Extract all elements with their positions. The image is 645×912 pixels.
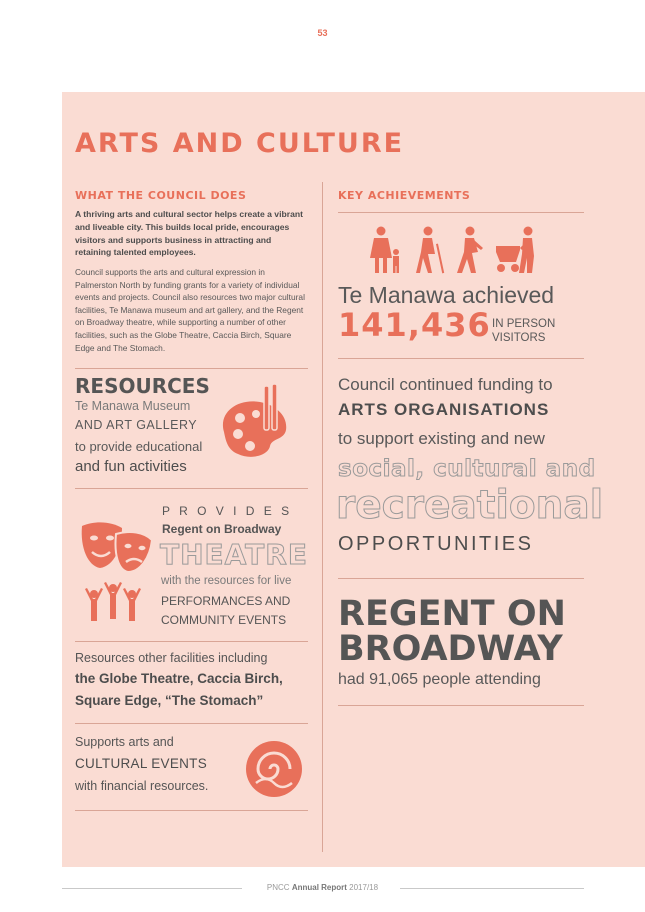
theatre-masks-icon [78, 518, 160, 574]
divider [75, 368, 308, 369]
manawa-visitor-count: 141,436 [338, 306, 491, 344]
page-number: 53 [317, 28, 328, 38]
paint-palette-icon [216, 384, 306, 464]
events-line3: with financial resources. [75, 779, 209, 793]
footer-year: 2017/18 [349, 883, 379, 892]
page-title: ARTS AND CULTURE [75, 128, 405, 159]
regent-line2: BROADWAY [338, 629, 563, 669]
divider [338, 212, 584, 213]
divider [75, 723, 308, 724]
intro-body-text: Council supports the arts and cultural expression in Palmerston North by funding grants for a variety of individual events and projects. Council also resources two major cultural facilities, Te Manawa museum and art gallery, and the Regent on Broadway theatre, while supporting a number of other facilities, such as the Globe Theatre, Caccia Birch, Square Edge and The Stomach. [75, 267, 305, 353]
theatre-outline-text: THEATRE [160, 538, 308, 571]
divider [75, 810, 308, 811]
people-cheering-icon [84, 581, 142, 623]
regent-line1: REGENT ON [338, 594, 566, 634]
footer-org: PNCC [266, 883, 290, 892]
theatre-line3: COMMUNITY EVENTS [161, 613, 287, 627]
what-council-does-heading: WHAT THE COUNCIL DOES [75, 189, 247, 202]
footer-report: Annual Report [291, 883, 347, 892]
resources-line1: Te Manawa Museum [75, 399, 191, 413]
manawa-label1: IN PERSON [492, 318, 556, 330]
divider [338, 705, 584, 706]
regent-attendance: had 91,065 people attending [338, 671, 541, 688]
column-divider [322, 182, 323, 852]
resources-line2: AND ART GALLERY [75, 418, 198, 432]
resources-heading: RESOURCES [75, 374, 210, 398]
koru-icon [244, 739, 304, 799]
funding-line5: recreational [336, 483, 604, 528]
funding-line3: to support existing and new [338, 429, 545, 448]
visitors-icon [370, 226, 550, 276]
key-achievements-heading: KEY ACHIEVEMENTS [338, 189, 471, 202]
resources-line4: and fun activities [75, 458, 187, 475]
events-line2: CULTURAL EVENTS [75, 756, 208, 771]
theatre-line2: PERFORMANCES AND [161, 594, 291, 608]
funding-line6: OPPORTUNITIES [338, 533, 534, 555]
divider [338, 578, 584, 579]
events-line1: Supports arts and [75, 735, 174, 749]
facilities-line2: the Globe Theatre, Caccia Birch, [75, 671, 283, 686]
regent-name: Regent on Broadway [162, 522, 282, 536]
divider [75, 488, 308, 489]
divider [338, 358, 584, 359]
facilities-line1: Resources other facilities including [75, 651, 268, 665]
theatre-line1: with the resources for live [161, 575, 292, 587]
funding-line4: social, cultural and [338, 456, 596, 482]
resources-line3: to provide educational [75, 439, 203, 454]
funding-line1: Council continued funding to [338, 375, 553, 394]
facilities-line3: Square Edge, “The Stomach” [75, 693, 264, 708]
manawa-label2: VISITORS [492, 332, 546, 344]
funding-line2: ARTS ORGANISATIONS [338, 400, 550, 419]
divider [75, 641, 308, 642]
provides-label: P R O V I D E S [162, 504, 293, 518]
intro-bold-text: A thriving arts and cultural sector helps create a vibrant and liveable city. This builds local pride, encourages visitors and supports business in attracting and retaining talented employees. [75, 209, 303, 258]
footer [0, 883, 645, 892]
manawa-line1: Te Manawa achieved [338, 282, 555, 308]
